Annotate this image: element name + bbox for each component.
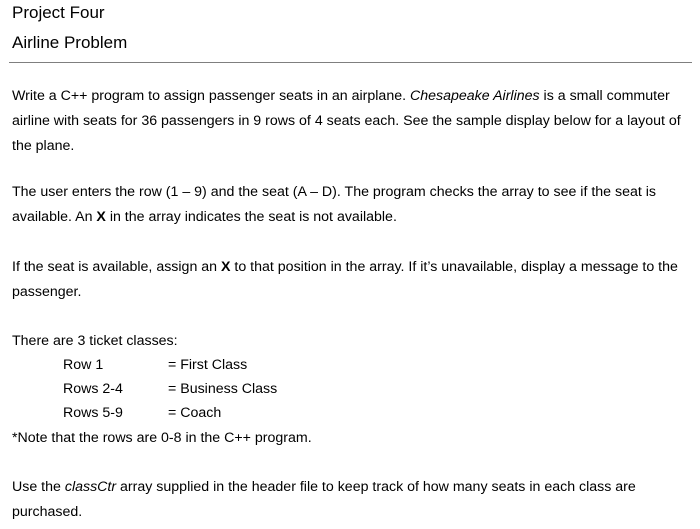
title-divider (9, 62, 692, 63)
array-name: classCtr (64, 479, 117, 495)
assign-paragraph (12, 255, 694, 305)
intro-text-start: Write a C++ program to assign passenger seats in an airplane. (12, 88, 410, 104)
page-subtitle: Airline Problem (12, 33, 128, 52)
input-text-end: in the array indicates the seat is not available. (105, 209, 397, 225)
ticket-classes-heading: There are 3 ticket classes: (12, 333, 178, 349)
class-row-value: = Business Class (168, 381, 278, 397)
classctr-text-start: Use the (12, 479, 65, 495)
class-row-value: = First Class (168, 357, 248, 373)
intro-text-end: is a small commuter airline with seats for 36 passengers in 9 rows of 4 seats each. See the sample display below for a layout of the plane. (12, 88, 681, 154)
assign-mark: X (221, 259, 231, 275)
class-row-label: Rows 5-9 (63, 405, 123, 421)
assign-text-end: to that position in the array. If it’s unavailable, display a message to the passenger. (12, 259, 678, 300)
class-row-label: Rows 2-4 (63, 381, 123, 397)
classctr-text-end: array supplied in the header file to keep track of how many seats in each class are purchased. (12, 479, 636, 520)
intro-paragraph (12, 84, 694, 159)
unavailable-mark: X (96, 209, 106, 225)
class-row-value: = Coach (168, 405, 222, 421)
assign-text-start: If the seat is available, assign an (12, 259, 221, 275)
input-paragraph (12, 180, 694, 230)
classctr-paragraph (12, 475, 694, 525)
input-text-start: The user enters the row (1 – 9) and the seat (A – D). The program checks the array to see if the seat is available. An (12, 184, 657, 225)
class-row-label: Row 1 (63, 357, 104, 373)
page-title: Project Four (12, 3, 105, 22)
rows-note: *Note that the rows are 0-8 in the C++ program. (12, 430, 312, 446)
airline-name: Chesapeake Airlines (410, 88, 540, 104)
